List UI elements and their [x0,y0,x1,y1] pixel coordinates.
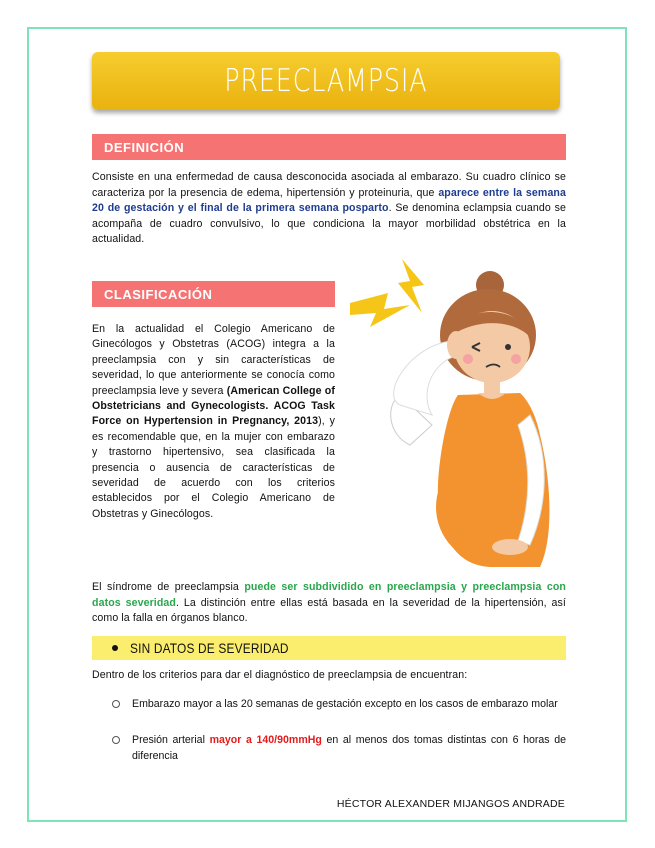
clasificacion-heading [92,281,335,307]
lightning-bolt-icon [350,293,410,327]
clasificacion-heading-label: CLASIFICACIÓN [104,286,213,302]
pregnant-woman-headache-illustration [340,255,570,575]
criteria-list-item [112,733,566,764]
definicion-paragraph [92,170,566,248]
sin-datos-intro: Dentro de los criterios para dar el diagnóstico de preeclampsia de encuentran: [92,669,468,681]
clasificacion-paragraph-2 [92,580,566,627]
bullet-dot-icon [112,645,118,651]
clasificacion-text-a: En la actualidad el Colegio Americano de Ginecólogos y Obstetras (ACOG) integra a la preeclampsia con y sin características de severidad, lo que anteriormente se conocía como preeclampsia leve y severa [92,323,335,397]
author-name: HÉCTOR ALEXANDER MIJANGOS ANDRADE [336,798,565,810]
clasificacion-p2-text-a: El síndrome de preeclampsia [92,581,245,593]
bullet-ring-icon [112,736,120,744]
criteria-item-text [132,733,566,764]
clasificacion-paragraph-1 [92,322,335,522]
bullet-ring-icon [112,700,120,708]
definicion-heading-label: DEFINICIÓN [104,139,185,155]
criteria-item-text-b: en al menos dos tomas distintas con 6 horas de diferencia [132,734,566,762]
criteria-list-item [112,697,566,713]
sin-datos-heading [92,636,566,660]
criteria-item-text-a: Presión arterial [132,734,210,746]
criteria-item-text: Embarazo mayor a las 20 semanas de gestación excepto en los casos de embarazo molar [132,698,558,710]
criteria-item-highlight: mayor a 140/90mmHg [209,734,322,746]
page-title: PREECLAMPSIA [224,63,428,99]
definicion-highlight: aparece entre la semana 20 de gestación y el final de la primera semana posparto [92,186,566,214]
clasificacion-p2-text-b: . La distinción entre ellas está basada en la severidad de la hipertensión, así como la falla en órganos blanco. [92,596,566,624]
clasificacion-p2-highlight: puede ser subdividido en preeclampsia y preeclampsia con datos severidad [92,581,566,609]
definicion-heading [92,134,566,160]
definicion-text-2: . Se denomina eclampsia cuando se acompaña de cuadro convulsivo, lo que condiciona la mayor morbilidad obstétrica en la actualidad. [92,202,566,245]
clasificacion-citation: (American College of Obstetricians and Gynecologists. ACOG Task Force on Hypertension in Pregnancy, 2013 [92,384,335,428]
title-banner [92,52,560,110]
sin-datos-heading-label: SIN DATOS DE SEVERIDAD [130,640,289,656]
definicion-text-1: Consiste en una enfermedad de causa desconocida asociada al embarazo. Su cuadro clínico se caracteriza por la presencia de edema, hipertensión y proteinuria, que [92,171,566,199]
clasificacion-text-b: ), y es recomendable que, en la mujer con embarazo y trastorno hipertensivo, sea clasificada la presencia o ausencia de características de severidad de acuerdo con los criterios establecidos por el Colegio Americano de Obstetras y Ginecólogos. [92,415,335,520]
lightning-bolt-icon [398,259,424,313]
